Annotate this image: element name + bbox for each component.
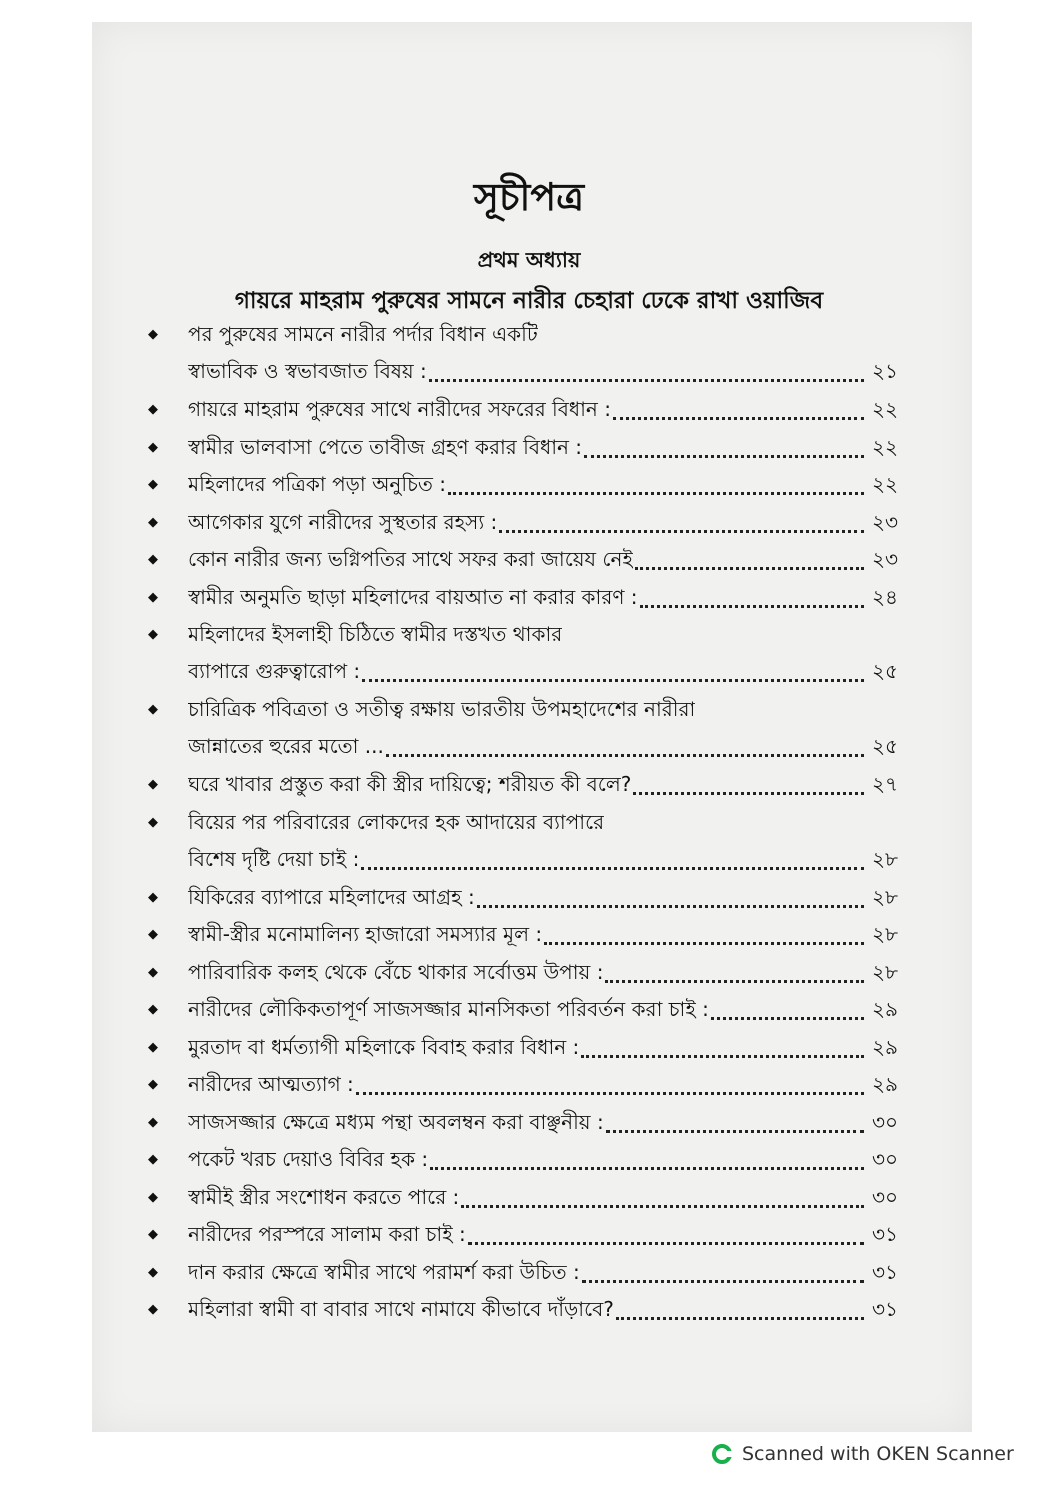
toc-entry [148,693,898,768]
diamond-bullet-icon: ◆ [148,1189,158,1205]
toc-entry [148,581,898,619]
toc-entry [148,806,898,881]
toc-page-number: ৩০ [871,1184,898,1209]
toc-page-number: ২৮ [872,884,898,909]
toc-entry [148,881,898,919]
toc-page-number: ৩০ [871,1147,898,1171]
dot-leader [640,605,864,608]
toc-entry-title: নারীদের আত্মত্যাগ : [188,1072,354,1096]
toc-page-number: ২৮ [872,959,898,984]
dot-leader [606,1130,864,1133]
dot-leader [386,754,864,757]
toc-entry [148,1143,898,1181]
diamond-bullet-icon: ◆ [148,964,158,980]
toc-entry-title: নারীদের পরস্পরে সালাম করা চাই : [188,1222,466,1246]
page-title: সূচীপত্র [473,175,585,219]
dot-leader [616,1317,864,1320]
toc-entry [148,431,898,469]
toc-page-number: ২২ [871,397,898,421]
scanner-logo-icon [712,1444,732,1464]
toc-entry-title: আগেকার যুগে নারীদের সুস্থতার রহস্য : [188,509,498,534]
dot-leader [461,1205,864,1208]
diamond-bullet-icon: ◆ [148,1114,158,1130]
toc-page-number: ২৭ [871,772,898,796]
toc-entry-title: নারীদের লৌকিকতাপূর্ণ সাজসজ্জার মানসিকতা পরিবর্তন করা চাই : [188,997,709,1021]
dot-leader [361,867,864,870]
toc-page-number: ২১ [872,359,898,383]
toc-page-number: ২৮ [872,846,898,871]
toc-entry [148,318,898,393]
diamond-bullet-icon: ◆ [148,627,158,642]
toc-entry-title: মুরতাদ বা ধর্মত্যাগী মহিলাকে বিবাহ করার বিধান : [188,1034,580,1059]
toc-page-number: ৩০ [871,1109,898,1134]
toc-entry-title: ঘরে খাবার প্রস্তুত করা কী স্ত্রীর দায়িত্বে; শরীয়ত কী বলে? [188,772,632,796]
toc-entry [148,393,898,431]
toc-entry-title: বিয়ের পর পরিবারের লোকদের হক আদায়ের ব্যাপারে [188,809,605,834]
diamond-bullet-icon: ◆ [148,552,158,567]
toc-entry [148,468,898,506]
dot-leader [582,1280,864,1283]
toc-entry-title: মহিলাদের পত্রিকা পড়া অনুচিত : [188,472,446,496]
toc-entry [148,1218,898,1256]
scanner-watermark [712,1443,1014,1465]
dot-leader [544,942,864,945]
dot-leader [468,1242,864,1245]
toc-page-number: ২৩ [871,547,898,571]
toc-entry [148,1106,898,1144]
dot-leader [477,905,864,908]
toc-entry [148,1293,898,1331]
dot-leader [633,792,864,795]
diamond-bullet-icon: ◆ [148,589,158,605]
diamond-bullet-icon: ◆ [148,439,158,455]
diamond-bullet-icon: ◆ [148,1152,158,1167]
toc-page-number: ২৯ [872,997,898,1021]
diamond-bullet-icon: ◆ [148,477,158,492]
diamond-bullet-icon: ◆ [148,889,158,905]
toc-entry [148,1031,898,1069]
toc-page-number: ২২ [871,472,898,496]
toc-entry-title: দান করার ক্ষেত্রে স্বামীর সাথে পরামর্শ করা উচিত : [188,1259,580,1284]
toc-page-number: ২৫ [872,659,898,683]
toc-entry-title: কোন নারীর জন্য ভগ্নিপতির সাথে সফর করা জায়েয নেই [188,547,633,571]
toc-entry [148,1256,898,1294]
diamond-bullet-icon: ◆ [148,1039,158,1055]
toc-page-number: ৩১ [872,1259,898,1284]
dot-leader [613,417,864,420]
dot-leader [430,1167,864,1170]
toc-entry [148,993,898,1031]
toc-entry-title: স্বামীর অনুমতি ছাড়া মহিলাদের বায়আত না করার কারণ : [188,584,638,609]
toc-page-number: ২২ [871,434,898,459]
toc-page-number: ২৯ [872,1072,898,1096]
toc-page-number: ২৫ [872,734,898,758]
toc-entry [148,918,898,956]
diamond-bullet-icon: ◆ [148,514,158,530]
dot-leader [356,1092,864,1095]
toc-entry-title: গায়রে মাহরাম পুরুষের সাথে নারীদের সফরের বিধান : [188,397,611,421]
toc-entry [148,543,898,581]
toc-page-number: ২৮ [872,922,898,946]
diamond-bullet-icon: ◆ [148,1302,158,1317]
diamond-bullet-icon: ◆ [148,1264,158,1280]
toc-entry [148,956,898,994]
toc-entry [148,1068,898,1106]
toc-entry [148,618,898,693]
toc-entry [148,506,898,544]
toc-entry [148,1181,898,1219]
chapter-subtitle: গায়রে মাহরাম পুরুষের সামনে নারীর চেহারা ঢেকে রাখা ওয়াজিব [234,288,824,314]
toc-entry [148,768,898,806]
diamond-bullet-icon: ◆ [148,327,158,342]
toc-page-number: ২৪ [872,584,898,609]
table-of-contents [148,318,898,1331]
toc-entry-title-continued: জান্নাতের হুরের মতো ... [188,734,384,758]
toc-entry-title: মহিলারা স্বামী বা বাবার সাথে নামাযে কীভাবে দাঁড়াবে? [188,1297,614,1321]
toc-page-number: ২৯ [872,1034,898,1059]
toc-entry-title: চারিত্রিক পবিত্রতা ও সতীত্ব রক্ষায় ভারতীয় উপমহাদেশের নারীরা [188,697,696,721]
dot-leader [605,980,864,983]
toc-entry-title: স্বামী-স্ত্রীর মনোমালিন্য হাজারো সমস্যার মূল : [188,922,543,946]
toc-entry-title-continued: বিশেষ দৃষ্টি দেয়া চাই : [188,846,360,871]
diamond-bullet-icon: ◆ [148,777,158,792]
chapter-heading: প্রথম অধ্যায় [477,248,581,272]
diamond-bullet-icon: ◆ [148,402,158,417]
toc-entry-title: যিকিরের ব্যাপারে মহিলাদের আগ্রহ : [188,884,475,909]
toc-page-number: ২৩ [871,509,898,534]
dot-leader [499,530,864,533]
toc-entry-title: সাজসজ্জার ক্ষেত্রে মধ্যম পন্থা অবলম্বন করা বাঞ্ছনীয় : [188,1109,604,1134]
dot-leader [635,567,864,570]
diamond-bullet-icon: ◆ [148,1002,158,1017]
toc-entry-title: পর পুরুষের সামনে নারীর পর্দার বিধান একটি [188,322,538,346]
dot-leader [581,1055,864,1058]
toc-entry-title-continued: স্বাভাবিক ও স্বভাবজাত বিষয় : [188,359,427,383]
dot-leader [362,679,864,682]
scanner-text: Scanned with OKEN Scanner [742,1443,1014,1465]
diamond-bullet-icon: ◆ [148,702,158,717]
diamond-bullet-icon: ◆ [148,814,158,830]
toc-entry-title: পারিবারিক কলহ থেকে বেঁচে থাকার সর্বোত্তম উপায় : [188,959,604,984]
toc-entry-title: স্বামীই স্ত্রীর সংশোধন করতে পারে : [188,1184,460,1209]
toc-entry-title: মহিলাদের ইসলাহী চিঠিতে স্বামীর দস্তখত থাকার [188,622,563,646]
toc-page-number: ৩১ [872,1297,898,1321]
diamond-bullet-icon: ◆ [148,1227,158,1242]
diamond-bullet-icon: ◆ [148,1077,158,1092]
toc-page-number: ৩১ [872,1222,898,1246]
dot-leader [448,492,864,495]
toc-entry-title-continued: ব্যাপারে গুরুত্বারোপ : [188,659,361,683]
dot-leader [429,379,864,382]
dot-leader [711,1017,864,1020]
diamond-bullet-icon: ◆ [148,927,158,942]
toc-entry-title: পকেট খরচ দেয়াও বিবির হক : [188,1147,429,1171]
toc-entry-title: স্বামীর ভালবাসা পেতে তাবীজ গ্রহণ করার বিধান : [188,434,583,459]
dot-leader [584,455,864,458]
